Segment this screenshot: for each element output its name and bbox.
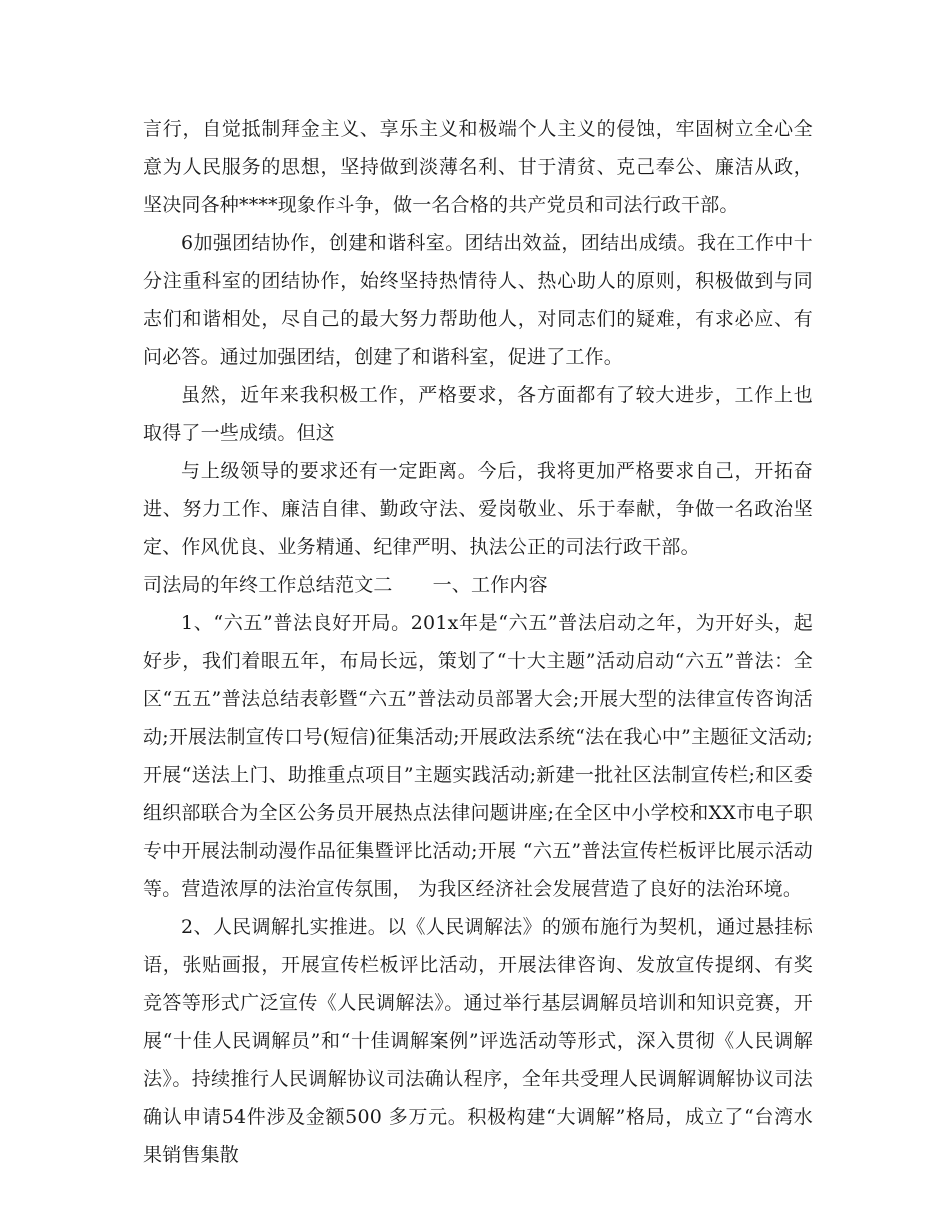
paragraph-6: 2、人民调解扎实推进。以《人民调解法》的颁布施行为契机，通过悬挂标语，张贴画报，开展宣传栏板评比活动，开展法律咨询、发放宣传提纲、有奖竞答等形式广泛宣传《人民调解法》。通过举行基层调解员培训和知识竞赛，开展“十佳人民调解员”和“十佳调解案例”评选活动等形式，深入贯彻《人民调解法》。持续推行人民调解协议司法确认程序，全年共受理人民调解调解协议司法确认申请54件涉及金额500 多万元。积极构建“大调解”格局，成立了“台湾水果销售集散 [143,916,813,1166]
document-body [143,110,813,1174]
section-title: 司法局的年终工作总结范文二 [143,574,393,596]
paragraph-4: 与上级领导的要求还有一定距离。今后，我将更加严格要求自己，开拓奋进、努力工作、廉洁自律、勤政守法、爱岗敬业、乐于奉献，争做一名政治坚定、作风优良、业务精通、纪律严明、执法公正的司法行政干部。 [143,460,813,558]
paragraph-5: 1、“六五”普法良好开局。201x年是“六五”普法启动之年，为开好头，起好步，我们着眼五年，布局长远，策划了“十大主题”活动启动“六五”普法：全区“五五”普法总结表彰暨“六五”普法动员部署大会;开展大型的法律宣传咨询活动;开展法制宣传口号(短信)征集活动;开展政法系统“法在我心中”主题征文活动;开展“送法上门、助推重点项目”主题实践活动;新建一批社区法制宣传栏;和区委组织部联合为全区公务员开展热点法律问题讲座;在全区中小学校和XX市电子职专中开展法制动漫作品征集暨评比活动;开展 “六五”普法宣传栏板评比展示活动等。营造浓厚的法治宣传氛围， 为我区经济社会发展营造了良好的法治环境。 [143,612,813,900]
paragraph-3: 虽然，近年来我积极工作，严格要求，各方面都有了较大进步，工作上也取得了一些成绩。但这 [143,384,813,444]
paragraph-2: 6加强团结协作，创建和谐科室。团结出效益，团结出成绩。我在工作中十分注重科室的团结协作，始终坚持热情待人、热心助人的原则，积极做到与同志们和谐相处，尽自己的最大努力帮助他人，对同志们的疑难，有求必应、有问必答。通过加强团结，创建了和谐科室，促进了工作。 [143,232,813,368]
paragraph-1: 言行，自觉抵制拜金主义、享乐主义和极端个人主义的侵蚀，牢固树立全心全意为人民服务的思想，坚持做到淡薄名利、甘于清贫、克己奉公、廉洁从政，坚决同各种****现象作斗争，做一名合格的共产党员和司法行政干部。 [143,118,813,216]
section-subtitle: 一、工作内容 [432,574,548,596]
section-heading-line [143,566,813,604]
